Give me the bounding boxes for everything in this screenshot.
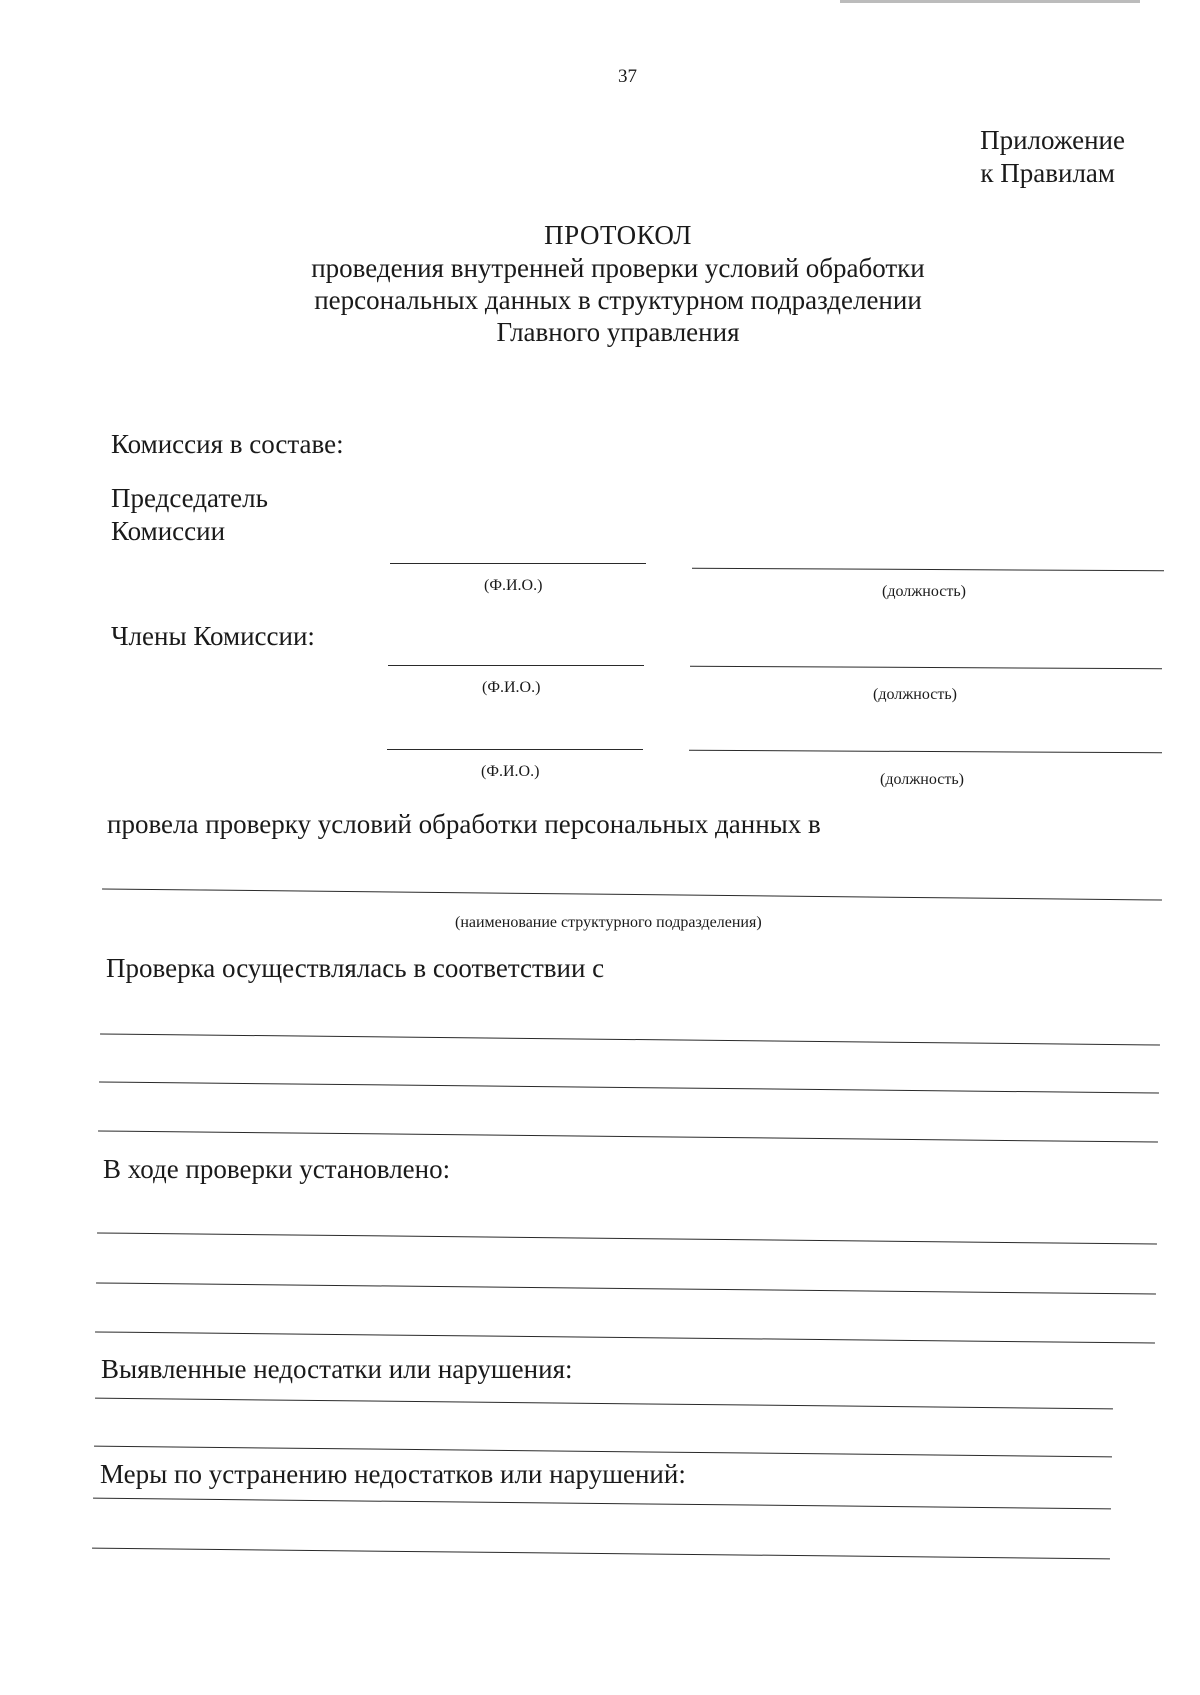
- member-2-fio-caption: (Ф.И.О.): [481, 763, 540, 780]
- findings-line-1[interactable]: [97, 1232, 1157, 1244]
- document-title: [0, 218, 1200, 348]
- chairman-label-line-1: Председатель: [111, 483, 268, 513]
- measures-line-1[interactable]: [93, 1498, 1111, 1510]
- violations-label: Выявленные недостатки или нарушения:: [101, 1354, 573, 1384]
- structural-unit-line[interactable]: [102, 888, 1162, 900]
- member-2-position-line[interactable]: [689, 750, 1162, 753]
- commission-label: Комиссия в составе:: [111, 429, 344, 459]
- page-number: 37: [618, 66, 637, 87]
- members-label: Члены Комиссии:: [111, 621, 315, 651]
- title-subtitle-line-2: персональных данных в структурном подразделении: [314, 285, 922, 315]
- chairman-fio-line[interactable]: [390, 563, 646, 564]
- title-subtitle-line-1: проведения внутренней проверки условий обработки: [311, 253, 925, 283]
- measures-label: Меры по устранению недостатков или нарушений:: [100, 1459, 686, 1489]
- chairman-label: [111, 482, 268, 548]
- member-1-fio-caption: (Ф.И.О.): [482, 679, 541, 696]
- member-1-fio-line[interactable]: [388, 665, 644, 666]
- title-main: ПРОТОКОЛ: [544, 220, 692, 250]
- violations-line-1[interactable]: [95, 1398, 1113, 1410]
- appendix-line-2: к Правилам: [980, 158, 1115, 188]
- member-1-position-caption: (должность): [873, 686, 957, 703]
- appendix-note: [980, 124, 1125, 190]
- appendix-line-1: Приложение: [980, 125, 1125, 155]
- basis-line-1[interactable]: [100, 1033, 1160, 1045]
- structural-unit-caption: (наименование структурного подразделения): [455, 914, 762, 931]
- findings-label: В ходе проверки установлено:: [103, 1154, 451, 1184]
- chairman-label-line-2: Комиссии: [111, 516, 226, 546]
- chairman-fio-caption: (Ф.И.О.): [484, 577, 543, 594]
- chairman-position-line[interactable]: [692, 568, 1164, 571]
- member-2-position-caption: (должность): [880, 771, 964, 788]
- findings-line-2[interactable]: [96, 1282, 1156, 1294]
- inspection-statement: провела проверку условий обработки персональных данных в: [107, 809, 821, 839]
- member-2-fio-line[interactable]: [387, 749, 643, 750]
- violations-line-2[interactable]: [94, 1446, 1112, 1458]
- chairman-position-caption: (должность): [882, 583, 966, 600]
- member-1-position-line[interactable]: [690, 666, 1162, 669]
- basis-line-2[interactable]: [99, 1081, 1159, 1093]
- scan-artifact: [840, 0, 1140, 3]
- measures-line-2[interactable]: [92, 1548, 1110, 1560]
- title-subtitle-line-3: Главного управления: [496, 317, 740, 347]
- basis-line-3[interactable]: [98, 1130, 1158, 1142]
- basis-label: Проверка осуществлялась в соответствии с: [106, 953, 605, 983]
- findings-line-3[interactable]: [95, 1331, 1155, 1343]
